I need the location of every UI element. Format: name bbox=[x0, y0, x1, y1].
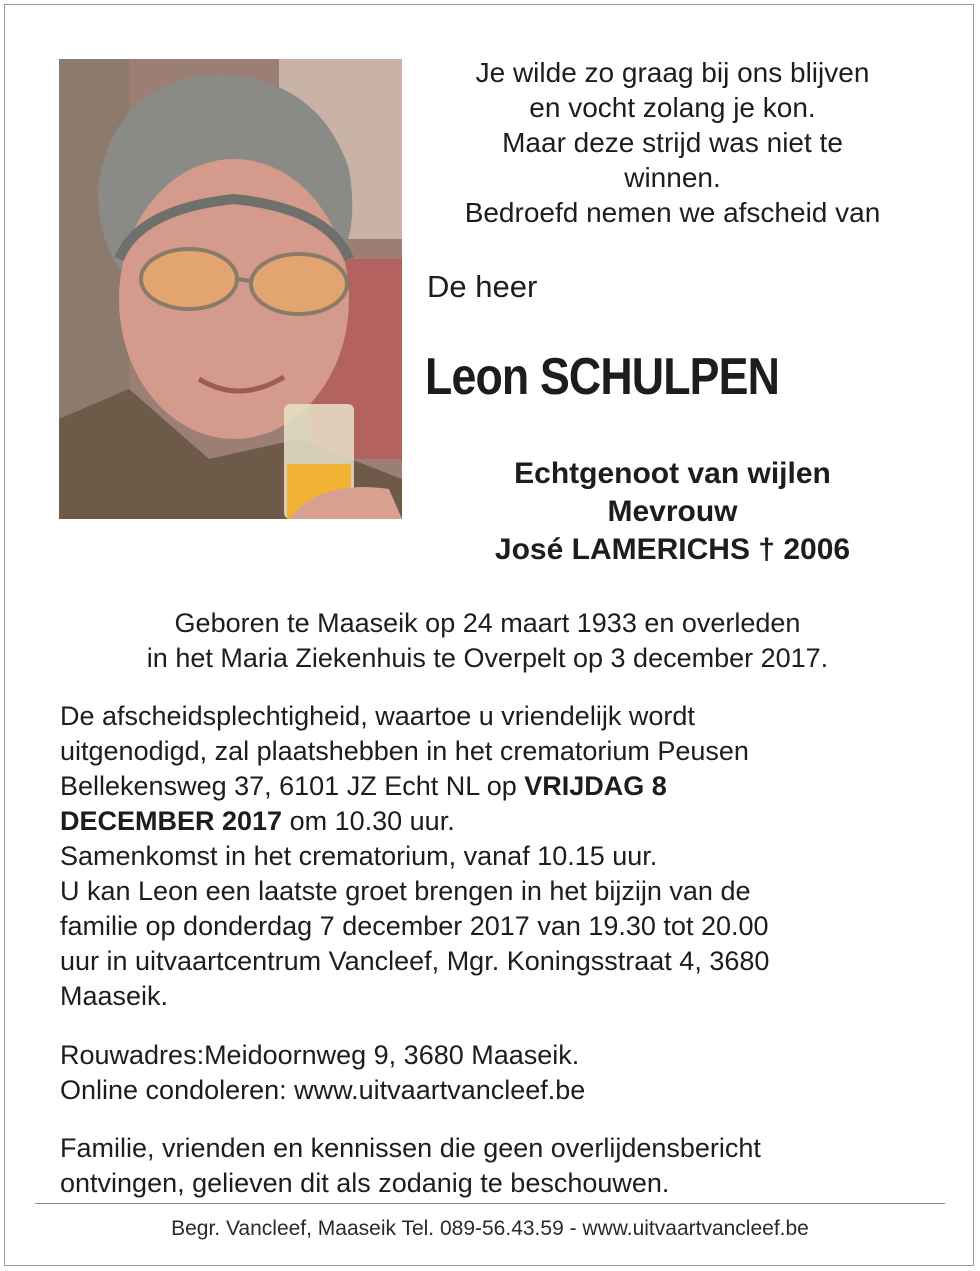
spouse-line: Echtgenoot van wijlen bbox=[514, 457, 831, 490]
birth-death-info bbox=[60, 606, 915, 676]
ceremony-paragraph bbox=[60, 699, 769, 1014]
poem-line: Maar deze strijd was niet te bbox=[502, 127, 843, 158]
ceremony-line: De afscheidsplechtigheid, waartoe u vriendelijk wordt bbox=[60, 701, 695, 731]
born-line: in het Maria Ziekenhuis te Overpelt op 3 december 2017. bbox=[146, 643, 829, 673]
ceremony-line: Maaseik. bbox=[60, 981, 169, 1011]
footer-divider bbox=[35, 1203, 945, 1204]
address-paragraph bbox=[60, 1038, 585, 1108]
ceremony-line bbox=[60, 804, 769, 839]
portrait-photo bbox=[59, 59, 402, 519]
poem-line: Je wilde zo graag bij ons blijven bbox=[475, 57, 870, 88]
ceremony-line: Samenkomst in het crematorium, vanaf 10.15 uur. bbox=[60, 841, 658, 871]
funeral-home-footer: Begr. Vancleef, Maaseik Tel. 089-56.43.59 - www.uitvaartvancleef.be bbox=[171, 1217, 809, 1240]
portrait-photo-icon bbox=[59, 59, 402, 519]
poem-line: Bedroefd nemen we afscheid van bbox=[464, 197, 881, 228]
ceremony-line: familie op donderdag 7 december 2017 van 19.30 tot 20.00 bbox=[60, 911, 769, 941]
spouse-info bbox=[420, 455, 925, 569]
ceremony-text: Bellekensweg 37, 6101 JZ Echt NL op bbox=[60, 771, 525, 801]
online-condolence: Online condoleren: www.uitvaartvancleef.be bbox=[60, 1075, 586, 1105]
ceremony-line bbox=[60, 769, 769, 804]
poem-line: en vocht zolang je kon. bbox=[529, 92, 816, 123]
ceremony-line: uur in uitvaartcentrum Vancleef, Mgr. Koningsstraat 4, 3680 bbox=[60, 946, 770, 976]
deceased-name: Leon SCHULPEN bbox=[425, 348, 780, 406]
spouse-line: José LAMERICHS † 2006 bbox=[494, 533, 851, 566]
spouse-line: Mevrouw bbox=[607, 495, 738, 528]
ceremony-line: uitgenodigd, zal plaatshebben in het crematorium Peusen bbox=[60, 736, 749, 766]
mourning-address: Rouwadres:Meidoornweg 9, 3680 Maaseik. bbox=[60, 1040, 580, 1070]
family-notice bbox=[60, 1131, 761, 1201]
ceremony-text: om 10.30 uur. bbox=[282, 806, 455, 836]
born-line: Geboren te Maaseik op 24 maart 1933 en overleden bbox=[174, 608, 801, 638]
family-line: ontvingen, gelieven dit als zodanig te beschouwen. bbox=[60, 1168, 670, 1198]
ceremony-date-bold: VRIJDAG 8 bbox=[524, 771, 667, 801]
poem bbox=[420, 55, 925, 230]
poem-line: winnen. bbox=[624, 162, 721, 193]
ceremony-line: U kan Leon een laatste groet brengen in het bijzijn van de bbox=[60, 876, 751, 906]
salutation: De heer bbox=[427, 269, 538, 304]
ceremony-date-bold: DECEMBER 2017 bbox=[60, 806, 283, 836]
family-line: Familie, vrienden en kennissen die geen overlijdensbericht bbox=[60, 1133, 761, 1163]
